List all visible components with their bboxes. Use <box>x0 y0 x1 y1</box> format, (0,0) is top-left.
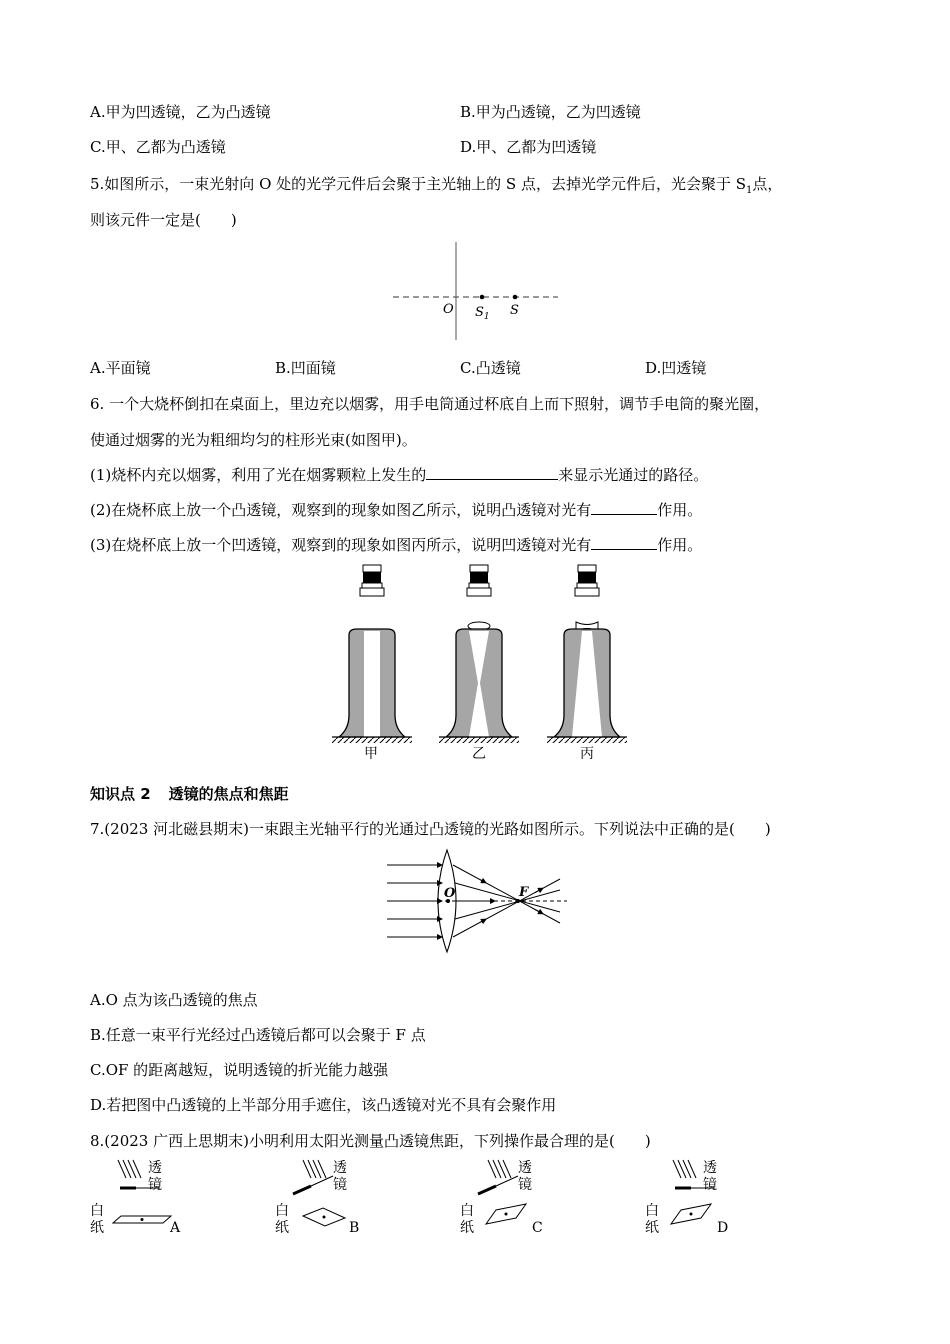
q5-option-a: A.平面镜 <box>90 359 151 377</box>
paper-label-1: 白 <box>460 1203 474 1219</box>
sun-rays-icon <box>303 1160 326 1178</box>
flashlight-icon <box>467 565 491 596</box>
sun-rays-icon <box>118 1160 141 1178</box>
label-f: F <box>519 885 529 900</box>
q8-figure-a <box>90 1160 181 1236</box>
q7-option-b: B.任意一束平行光经过凸透镜后都可以会聚于 F 点 <box>90 1026 426 1044</box>
q4-option-d: D.甲、乙都为凹透镜 <box>460 138 597 156</box>
flashlight-icon <box>360 565 384 596</box>
paper-label-2: 纸 <box>275 1220 289 1236</box>
q8-figure-c <box>460 1160 543 1236</box>
q6-figure <box>335 565 625 765</box>
lens-label-1: 透 <box>703 1160 717 1176</box>
q8-stem: 8.(2023 广西上思期末)小明利用太阳光测量凸透镜焦距，下列操作最合理的是( ) <box>90 1132 651 1150</box>
point-s <box>513 295 518 300</box>
lens-label-2: 镜 <box>333 1177 347 1193</box>
flashlight-icon <box>575 565 599 596</box>
q4-option-a: A.甲为凹透镜，乙为凸透镜 <box>90 103 271 121</box>
paper-label-1: 白 <box>275 1203 289 1219</box>
q5-option-d: D.凹透镜 <box>645 359 707 377</box>
paper-label-2: 纸 <box>90 1220 104 1236</box>
sun-rays-icon <box>673 1160 696 1178</box>
answer-blank-1[interactable] <box>426 465 558 480</box>
q5-option-c: C.凸透镜 <box>460 359 521 377</box>
q7-figure <box>385 848 570 958</box>
q5-stem-line2: 则该元件一定是( ) <box>90 211 237 229</box>
q7-option-d: D.若把图中凸透镜的上半部分用手遮住，该凸透镜对光不具有会聚作用 <box>90 1096 557 1114</box>
q6-part3: (3)在烧杯底上放一个凹透镜，观察到的现象如图丙所示，说明凹透镜对光有 作用。 <box>90 536 703 554</box>
q8-figure-d <box>645 1160 728 1236</box>
q5-option-b: B.凹面镜 <box>275 359 336 377</box>
answer-blank-2[interactable] <box>591 500 657 515</box>
paper-label-2: 纸 <box>460 1220 474 1236</box>
paper-label-1: 白 <box>90 1203 104 1219</box>
option-letter: D <box>717 1220 729 1236</box>
beaker-yi <box>439 565 519 743</box>
answer-blank-3[interactable] <box>591 535 657 550</box>
point-s1 <box>480 295 485 300</box>
q8-figures <box>88 1158 748 1238</box>
lens-label-2: 镜 <box>148 1177 162 1193</box>
lens-label-1: 透 <box>333 1160 347 1176</box>
q5-stem-line1: 5.如图所示，一束光射向 O 处的光学元件后会聚于主光轴上的 S 点，去掉光学元件后，光会聚于 $S_1$点， <box>90 175 783 196</box>
q7-option-c: C.OF 的距离越短，说明透镜的折光能力越强 <box>90 1061 389 1079</box>
label-o: O <box>443 302 454 317</box>
lens-label-1: 透 <box>148 1160 162 1176</box>
label-o: O <box>444 886 456 901</box>
label-s: S <box>510 303 519 318</box>
q7-stem: 7.(2023 河北磁县期末)一束跟主光轴平行的光通过凸透镜的光路如图所示。下列说法中正确的是( ) <box>90 820 771 838</box>
sun-rays-icon <box>488 1160 511 1178</box>
label-s1: $S_1$ <box>475 305 490 322</box>
section-header: 知识点 2 透镜的焦点和焦距 <box>90 785 289 803</box>
q6-part2: (2)在烧杯底上放一个凸透镜，观察到的现象如图乙所示，说明凸透镜对光有 作用。 <box>90 501 703 519</box>
lens-label-1: 透 <box>518 1160 532 1176</box>
option-letter: B <box>349 1220 360 1236</box>
option-letter: C <box>532 1220 543 1236</box>
option-letter: A <box>170 1220 181 1236</box>
lens-label-2: 镜 <box>518 1177 532 1193</box>
q6-part1: (1)烧杯内充以烟雾，利用了光在烟雾颗粒上发生的 来显示光通过的路径。 <box>90 466 709 484</box>
q4-option-b: B.甲为凸透镜，乙为凹透镜 <box>460 103 641 121</box>
label-bing: 丙 <box>580 746 594 762</box>
q6-stem-line2: 使通过烟雾的光为粗细均匀的柱形光束(如图甲)。 <box>90 431 417 449</box>
q7-option-a: A.O 点为该凸透镜的焦点 <box>90 991 258 1009</box>
q6-stem-line1: 6. 一个大烧杯倒扣在桌面上，里边充以烟雾，用手电筒通过杯底自上而下照射，调节手电筒的聚光圈， <box>90 395 770 413</box>
q5-figure <box>390 240 560 345</box>
paper-label-2: 纸 <box>645 1220 659 1236</box>
beaker-jia <box>332 565 412 743</box>
paper-label-1: 白 <box>645 1203 659 1219</box>
lens-label-2: 镜 <box>703 1177 717 1193</box>
beaker-bing <box>547 565 627 743</box>
label-yi: 乙 <box>472 746 486 762</box>
q4-option-c: C.甲、乙都为凸透镜 <box>90 138 226 156</box>
q8-figure-b <box>275 1160 359 1236</box>
label-jia: 甲 <box>364 746 378 762</box>
